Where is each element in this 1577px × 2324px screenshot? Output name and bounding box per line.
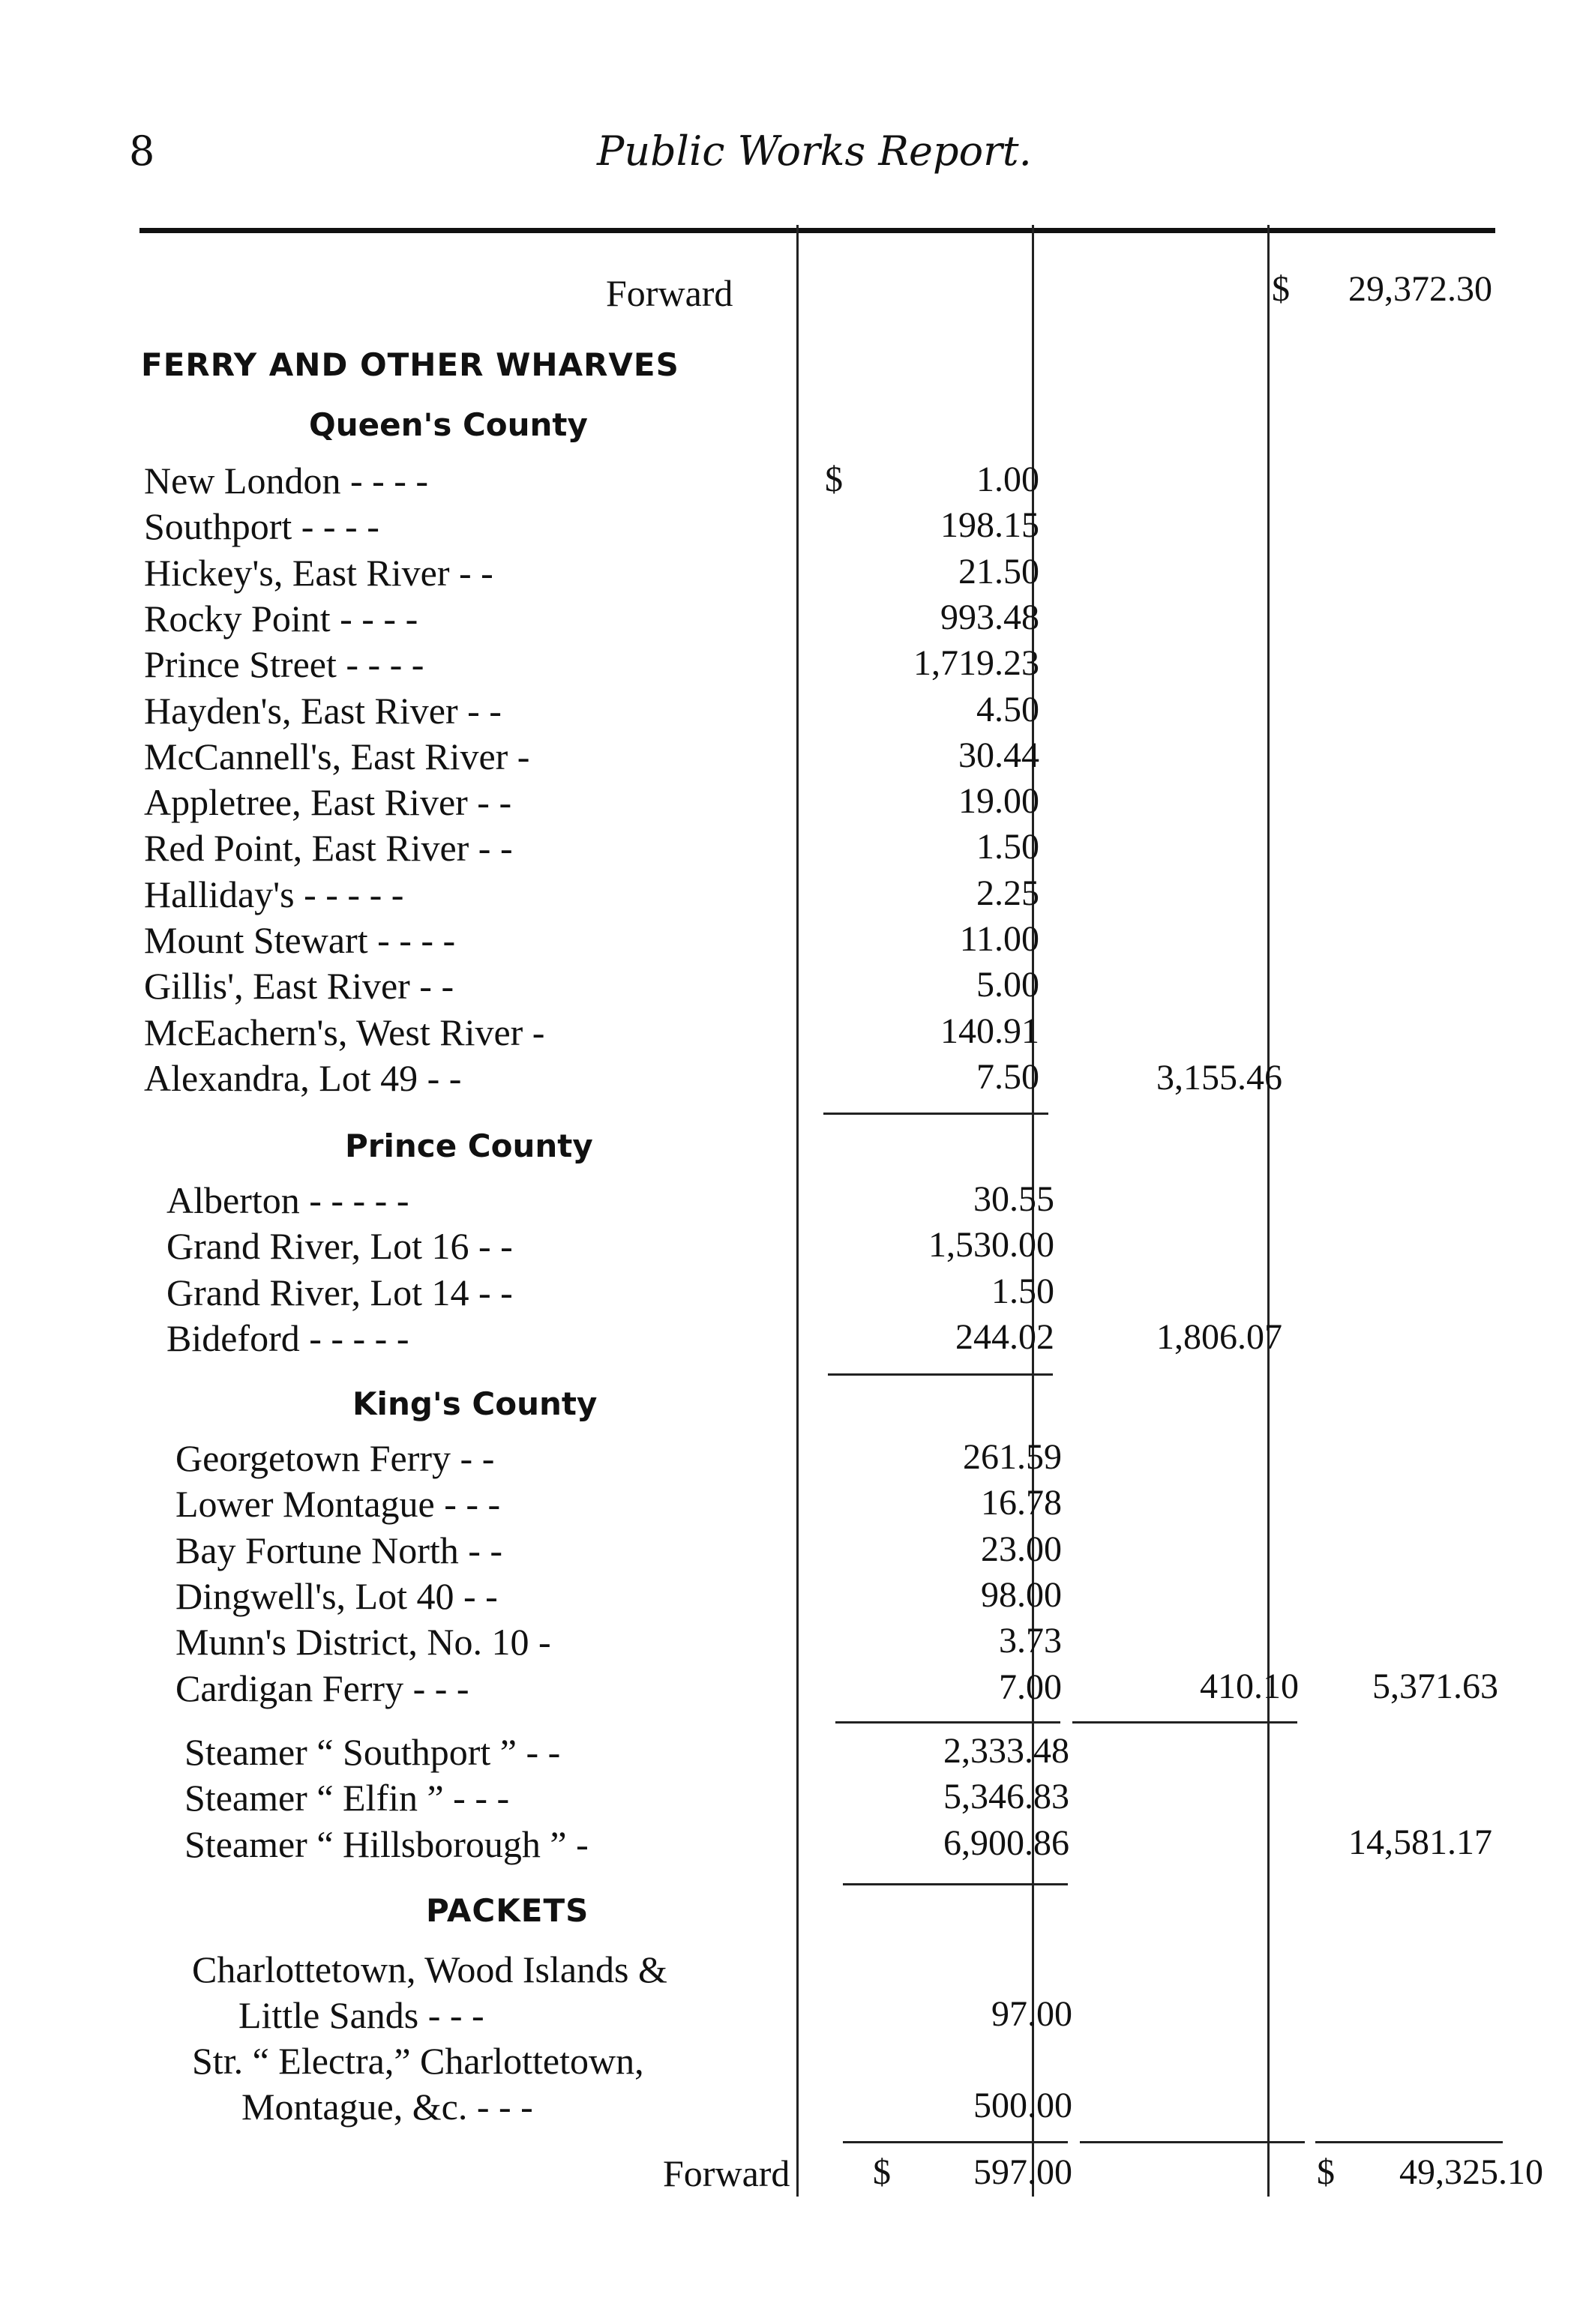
row-label: Appletree, East River - -: [144, 781, 512, 824]
row-label: Southport - - - -: [144, 505, 379, 548]
row-amount: 23.00: [981, 1529, 1062, 1569]
row-label: Bideford - - - - -: [166, 1316, 409, 1359]
row-amount: 11.00: [959, 919, 1039, 959]
row-amount: 261.59: [963, 1437, 1062, 1477]
row-amount: 500.00: [973, 2086, 1072, 2125]
row-amount: 16.78: [981, 1483, 1062, 1523]
forward-dollar-top: $: [1272, 269, 1290, 309]
row-label-line2: Little Sands - - -: [238, 1994, 484, 2036]
row-label: Steamer “ Hillsborough ” -: [184, 1822, 589, 1865]
page-number: 8: [129, 127, 155, 175]
steamers-total: 14,581.17: [1348, 1822, 1492, 1862]
row-amount: 6,900.86: [943, 1822, 1069, 1863]
row-label: Munn's District, No. 10 -: [175, 1621, 551, 1664]
heading-prince-county: Prince County: [345, 1128, 593, 1164]
section-heading-ferry: FERRY AND OTHER WHARVES: [141, 346, 679, 383]
row-label: Prince Street - - - -: [144, 643, 424, 686]
queens-subtotal: 3,155.46: [1156, 1058, 1282, 1098]
page-header-title: Public Works Report.: [597, 127, 1032, 175]
steamers-rule: [843, 1883, 1068, 1885]
row-label: Dingwell's, Lot 40 - -: [175, 1574, 498, 1617]
row-amount: 4.50: [976, 689, 1039, 729]
forward-label-bottom: Forward: [663, 2152, 790, 2194]
packets-rule-1: [843, 2141, 1068, 2143]
queens-dollar: $: [825, 460, 843, 499]
row-label: Steamer “ Southport ” - -: [184, 1731, 561, 1773]
kings-subtotal: 410.10: [1200, 1667, 1299, 1706]
row-amount: 1,719.23: [913, 643, 1039, 684]
row-amount: 1.50: [976, 827, 1039, 867]
row-amount: 993.48: [940, 597, 1039, 637]
column-rule-3: [1267, 225, 1270, 2197]
row-label: Georgetown Ferry - -: [175, 1437, 495, 1479]
row-amount: 2,333.48: [943, 1731, 1069, 1771]
row-label: McEachern's, West River -: [144, 1011, 545, 1053]
queens-rule: [823, 1113, 1048, 1115]
row-amount: 21.50: [958, 551, 1039, 591]
row-label: Grand River, Lot 14 - -: [166, 1271, 513, 1313]
forward-amount-bottom: 597.00: [973, 2152, 1072, 2192]
kings-rule-2: [1072, 1721, 1297, 1724]
row-amount: 7.50: [976, 1056, 1039, 1097]
row-amount: 1.00: [976, 460, 1039, 499]
row-label: Hayden's, East River - -: [144, 689, 502, 732]
row-amount: 198.15: [940, 505, 1039, 546]
row-amount: 1.50: [991, 1271, 1054, 1311]
row-label: Alexandra, Lot 49 - -: [144, 1056, 462, 1099]
row-amount: 244.02: [955, 1316, 1054, 1357]
header-rule: [139, 228, 1495, 233]
row-label: Alberton - - - - -: [166, 1179, 409, 1221]
row-label: Hickey's, East River - -: [144, 551, 493, 594]
row-amount: 30.55: [973, 1179, 1054, 1219]
row-label-line2: Montague, &c. - - -: [241, 2086, 533, 2128]
kings-total: 5,371.63: [1372, 1667, 1498, 1706]
packets-rule-2: [1080, 2141, 1305, 2143]
row-label: Lower Montague - - -: [175, 1483, 501, 1526]
row-label: Bay Fortune North - -: [175, 1529, 503, 1571]
row-label: McCannell's, East River -: [144, 735, 530, 777]
row-amount: 3.73: [999, 1621, 1062, 1661]
row-amount: 98.00: [981, 1574, 1062, 1615]
row-amount: 1,530.00: [928, 1225, 1054, 1265]
row-amount: 5.00: [976, 965, 1039, 1005]
row-label: Halliday's - - - - -: [144, 873, 404, 915]
heading-packets: PACKETS: [426, 1892, 589, 1929]
grand-total-amount: 49,325.10: [1399, 2152, 1543, 2192]
kings-rule-1: [835, 1721, 1060, 1724]
row-label: Red Point, East River - -: [144, 827, 513, 870]
prince-subtotal: 1,806.07: [1156, 1317, 1282, 1357]
row-label-line1: Charlottetown, Wood Islands &: [192, 1948, 667, 1990]
packets-rule-3: [1315, 2141, 1503, 2143]
row-amount: 2.25: [976, 873, 1039, 913]
row-label: Steamer “ Elfin ” - - -: [184, 1777, 510, 1819]
column-rule-1: [796, 225, 799, 2197]
row-label: Gillis', East River - -: [144, 965, 454, 1008]
heading-kings-county: King's County: [352, 1385, 598, 1422]
row-label: Rocky Point - - - -: [144, 597, 418, 639]
forward-dollar-bottom: $: [873, 2152, 891, 2192]
forward-label-top: Forward: [606, 272, 733, 314]
prince-rule: [828, 1373, 1053, 1376]
row-label: Grand River, Lot 16 - -: [166, 1225, 513, 1268]
heading-queens-county: Queen's County: [309, 406, 588, 443]
row-label: New London - - - -: [144, 460, 429, 502]
row-amount: 30.44: [958, 735, 1039, 775]
row-label-line1: Str. “ Electra,” Charlottetown,: [192, 2040, 644, 2082]
forward-amount-top: 29,372.30: [1348, 269, 1492, 309]
row-label: Cardigan Ferry - - -: [175, 1667, 469, 1709]
row-amount: 19.00: [958, 781, 1039, 822]
row-amount: 5,346.83: [943, 1777, 1069, 1817]
row-label: Mount Stewart - - - -: [144, 919, 456, 961]
row-amount: 7.00: [999, 1667, 1062, 1707]
grand-total-dollar: $: [1317, 2152, 1335, 2192]
row-amount: 140.91: [940, 1011, 1039, 1051]
row-amount: 97.00: [991, 1994, 1072, 2034]
